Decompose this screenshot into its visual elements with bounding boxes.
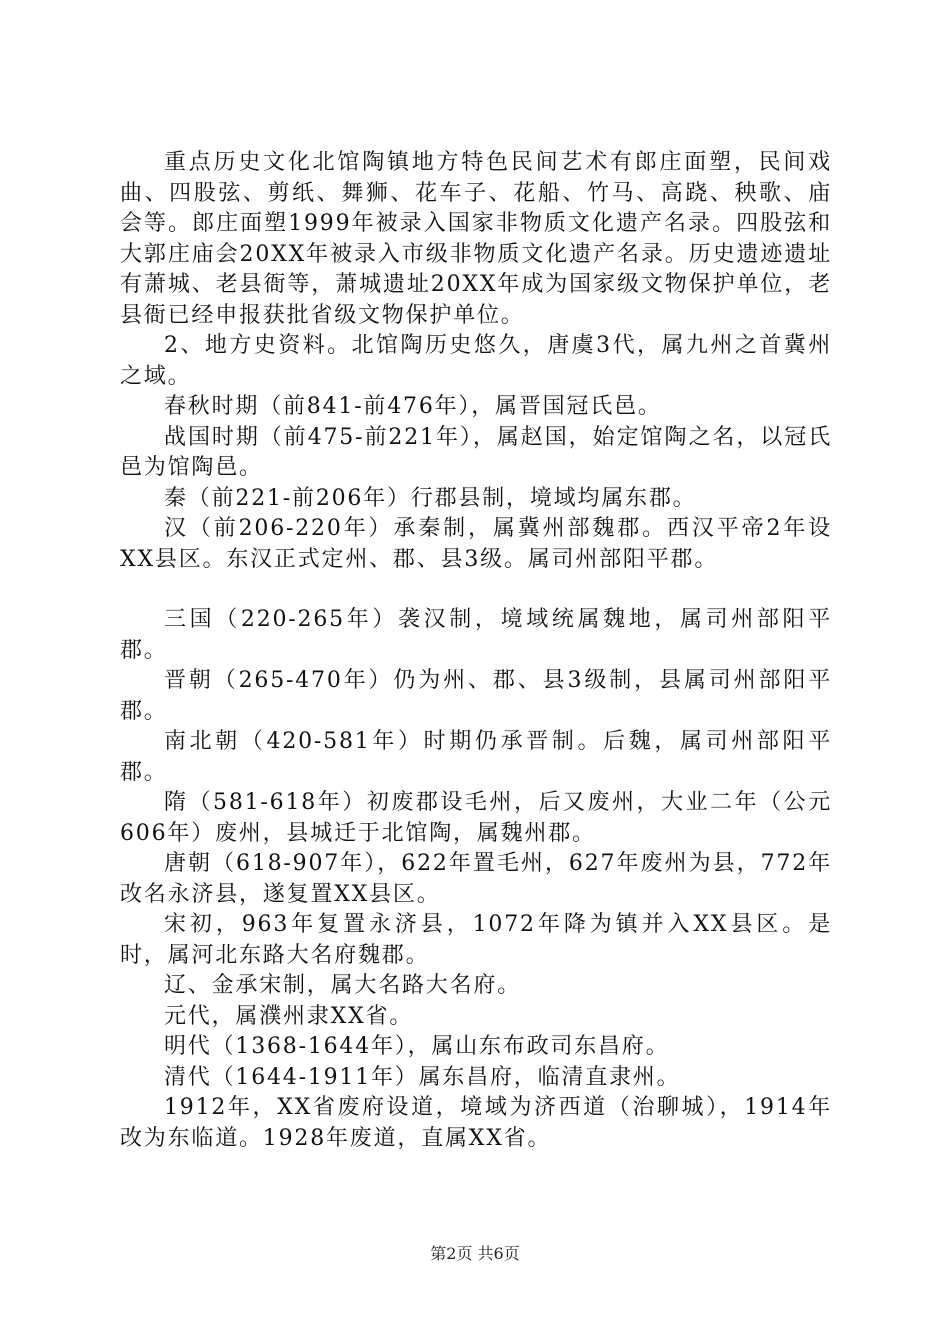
paragraph-qin: 秦（前221-前206年）行郡县制，境域均属东郡。 <box>164 485 697 511</box>
paragraph-history-source: 2、地方史资料。北馆陶历史悠久，唐虞3代，属九州之首冀州之域。 <box>120 333 832 389</box>
paragraph-han: 汉（前206-220年）承秦制，属冀州部魏郡。西汉平帝2年设XX县区。东汉正式定州、郡、县3级。属司州部阳平郡。 <box>120 516 832 572</box>
paragraph-tang: 唐朝（618-907年），622年置毛州，627年废州为县，772年改名永济县，遂复置XX县区。 <box>120 851 832 907</box>
paragraph-qing: 清代（1644-1911年）属东昌府，临清直隶州。 <box>164 1064 681 1090</box>
paragraph-intro: 重点历史文化北馆陶镇地方特色民间艺术有郎庄面塑，民间戏曲、四股弦、剪纸、舞狮、花车子、花船、竹马、高跷、秧歌、庙会等。郎庄面塑1999年被录入国家非物质文化遗产名录。四股弦和大郭庄庙会20XX年被录入市级非物质文化遗产名录。历史遗迹遗址有萧城、老县衙等，萧城遗址20XX年成为国家级文物保护单位，老县衙已经申报获批省级文物保护单位。 <box>120 150 832 328</box>
paragraph-liao-jin: 辽、金承宋制，属大名路大名府。 <box>164 973 522 998</box>
paragraph-ming: 明代（1368-1644年），属山东布政司东昌府。 <box>164 1034 670 1059</box>
paragraph-jin: 晋朝（265-470年）仍为州、郡、县3级制，县属司州部阳平郡。 <box>120 668 832 724</box>
body-text <box>120 148 832 1154</box>
paragraph-chunqiu: 春秋时期（前841-前476年），属晋国冠氏邑。 <box>164 394 662 419</box>
paragraph-minguo: 1912年，XX省废府设道，境域为济西道（治聊城），1914年改为东临道。1928年废道，直属XX省。 <box>120 1095 832 1151</box>
paragraph-zhanguo: 战国时期（前475-前221年），属赵国，始定馆陶之名，以冠氏邑为馆陶邑。 <box>120 424 832 480</box>
page-footer: 第2页 共6页 <box>430 1244 520 1263</box>
paragraph-yuan: 元代，属濮州隶XX省。 <box>164 1003 414 1029</box>
paragraph-sanguo: 三国（220-265年）袭汉制，境域统属魏地，属司州部阳平郡。 <box>120 607 832 663</box>
paragraph-sui: 隋（581-618年）初废郡设毛州，后又废州，大业二年（公元606年）废州，县城迁于北馆陶，属魏州郡。 <box>120 790 832 846</box>
paragraph-song: 宋初，963年复置永济县，1072年降为镇并入XX县区。是时，属河北东路大名府魏郡。 <box>120 912 832 968</box>
paragraph-nanbeichao: 南北朝（420-581年）时期仍承晋制。后魏，属司州部阳平郡。 <box>120 729 832 785</box>
